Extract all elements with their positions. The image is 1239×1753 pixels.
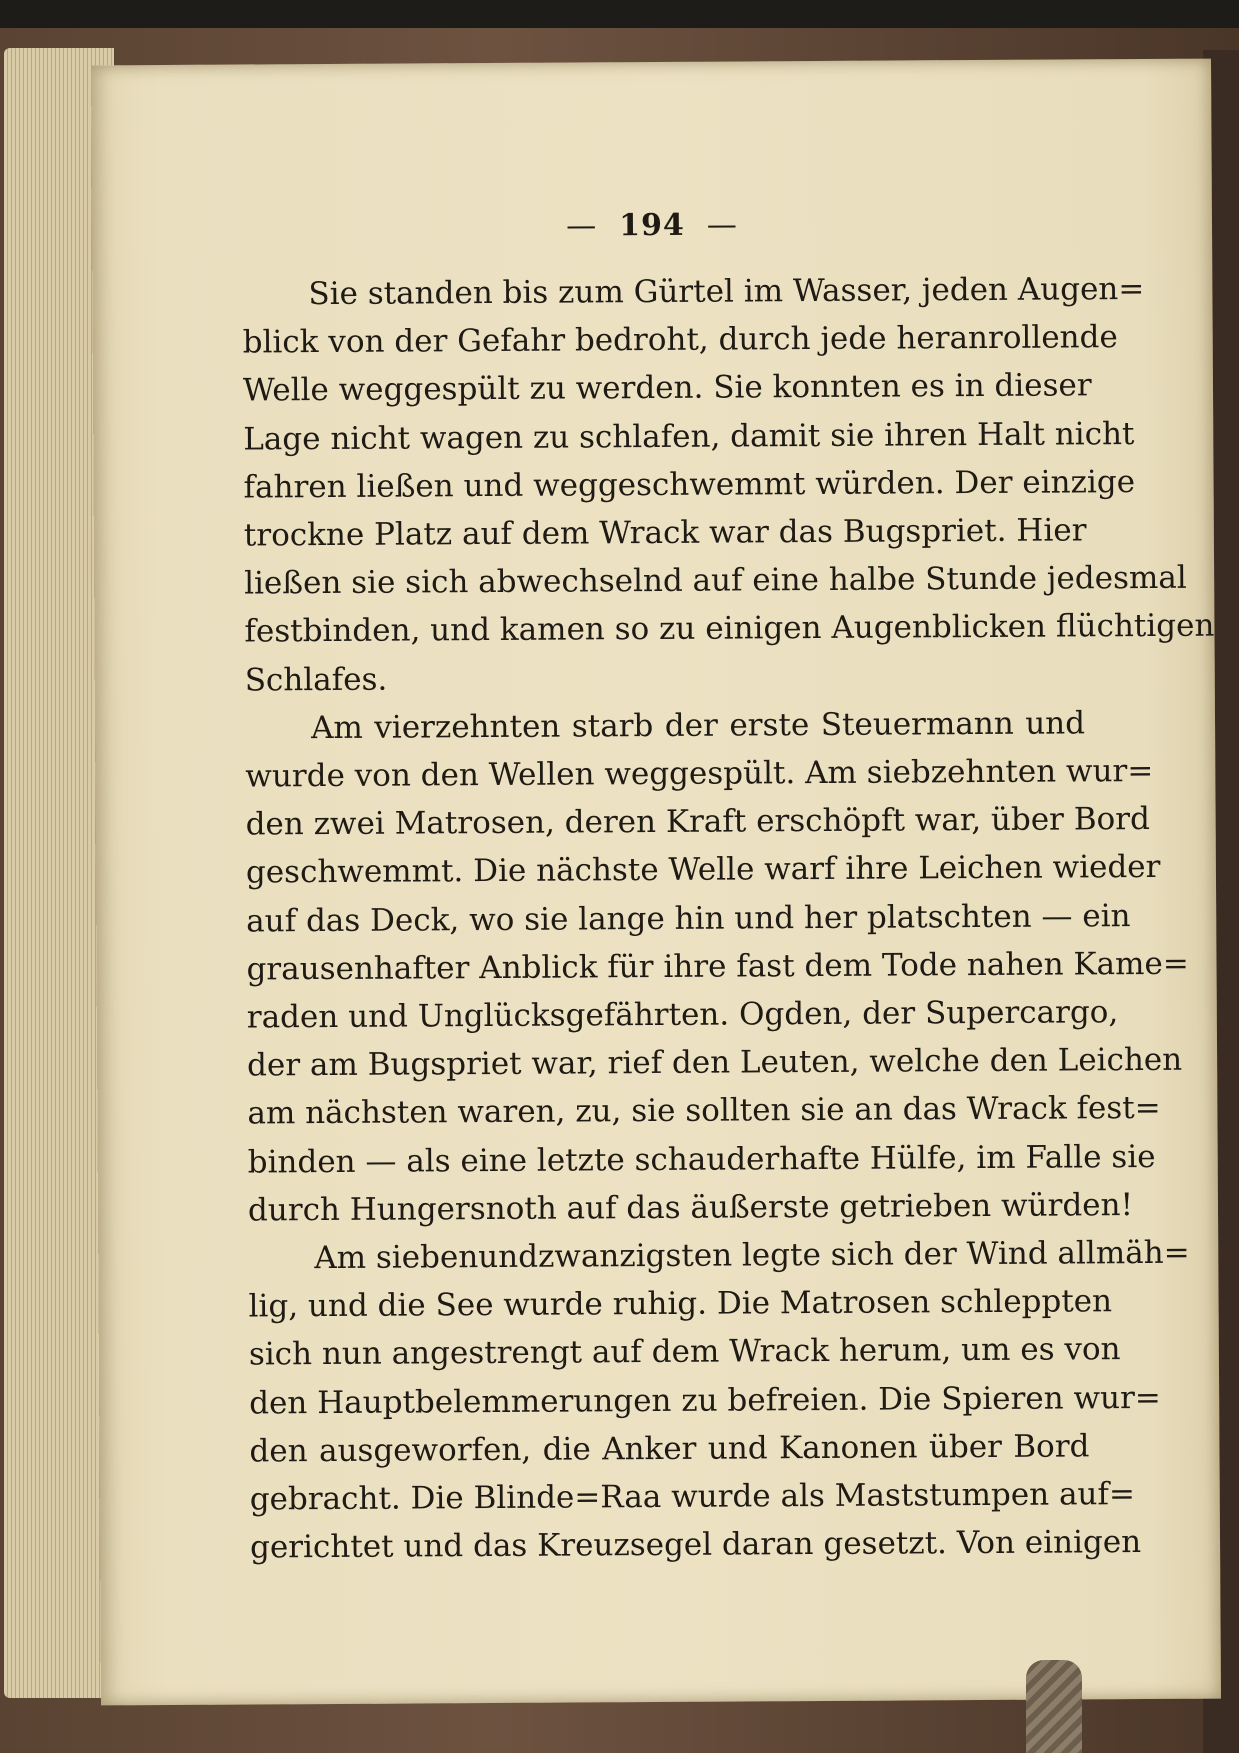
text-line: Am vierzehnten starb der erste Steuermann und xyxy=(310,705,1086,746)
text-line: ließen sie sich abwechselnd auf eine halbe Stunde jedesmal xyxy=(244,559,1187,602)
text-line: raden und Unglücksgefährten. Ogden, der Supercargo, xyxy=(246,994,1119,1036)
text-line: Am siebenundzwanzigsten legte sich der Wind allmäh= xyxy=(314,1234,1190,1277)
paragraph-3 xyxy=(248,1229,1190,1572)
book-page xyxy=(91,59,1221,1706)
text-line: fahren ließen und weggeschwemmt würden. Der einzige xyxy=(243,463,1136,506)
text-line: Welle weggespült zu werden. Sie konnten es in dieser xyxy=(242,367,1092,409)
text-line: durch Hungersnoth auf das äußerste getrieben würden! xyxy=(247,1186,1134,1229)
text-line: gebracht. Die Blinde=Raa wurde als Maststumpen auf= xyxy=(249,1476,1136,1518)
text-line: Sie standen bis zum Gürtel im Wasser, jeden Augen= xyxy=(308,271,1145,313)
text-line: den Hauptbelemmerungen zu befreien. Die Spieren wur= xyxy=(249,1379,1161,1422)
text-line: geschwemmt. Die nächste Welle warf ihre Leichen wieder xyxy=(245,849,1161,891)
text-line: binden — als eine letzte schauderhafte Hülfe, im Falle sie xyxy=(247,1138,1156,1181)
paragraph-1 xyxy=(242,265,1215,704)
text-line: lig, und die See wurde ruhig. Die Matrosen schleppten xyxy=(248,1283,1113,1325)
text-line: wurde von den Wellen weggespült. Am siebzehnten wur= xyxy=(245,752,1154,795)
text-line: sich nun angestrengt auf dem Wrack herum, um es von xyxy=(248,1331,1121,1373)
text-line: trockne Platz auf dem Wrack war das Bugspriet. Hier xyxy=(243,512,1087,554)
text-line: den zwei Matrosen, deren Kraft erschöpft war, über Bord xyxy=(245,801,1151,843)
text-line: blick von der Gefahr bedroht, durch jede heranrollende xyxy=(242,319,1118,361)
text-line: der am Bugspriet war, rief den Leuten, welche den Leichen xyxy=(247,1042,1183,1084)
text-line: den ausgeworfen, die Anker und Kanonen über Bord xyxy=(249,1428,1090,1470)
paragraph-2 xyxy=(245,699,1189,1234)
header-dash-left: — xyxy=(566,208,598,244)
page-number: 194 xyxy=(619,207,685,244)
bookmark-ribbon xyxy=(1026,1660,1082,1753)
text-line: auf das Deck, wo sie lange hin und her platschten — ein xyxy=(246,897,1131,940)
text-line: am nächsten waren, zu, sie sollten sie an das Wrack fest= xyxy=(247,1090,1161,1132)
body-text xyxy=(242,265,1215,1572)
text-line: Lage nicht wagen zu schlafen, damit sie ihren Halt nicht xyxy=(243,415,1135,458)
text-line: Schlafes. xyxy=(244,661,388,699)
text-line: gerichtet und das Kreuzsegel daran gesetzt. Von einigen xyxy=(249,1524,1142,1566)
text-line: grausenhafter Anblick für ihre fast dem Tode nahen Kame= xyxy=(246,945,1189,988)
header-dash-right: — xyxy=(706,207,738,243)
page-header xyxy=(92,205,1212,247)
text-line: festbinden, und kamen so zu einigen Augenblicken flüchtigen xyxy=(244,608,1215,650)
